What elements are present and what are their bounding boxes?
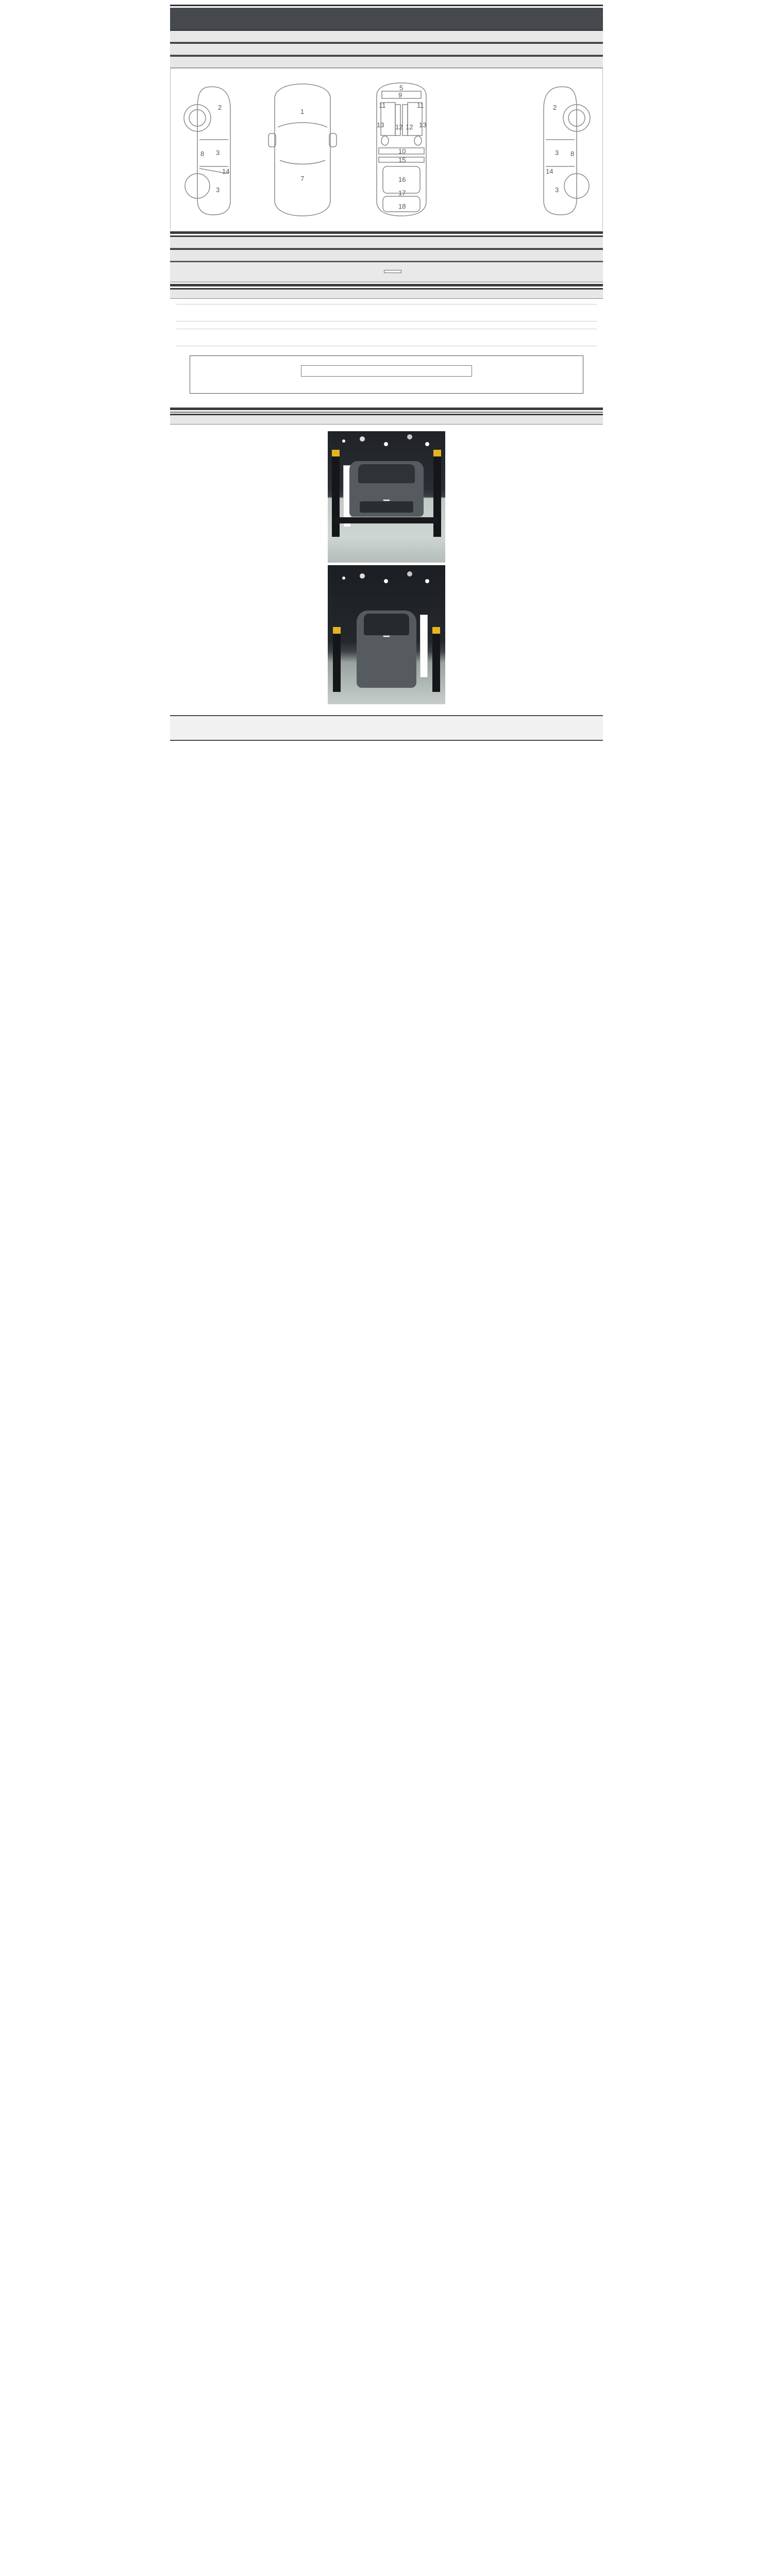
svg-text:3: 3 — [555, 149, 559, 157]
svg-text:17: 17 — [398, 189, 406, 197]
svg-text:8: 8 — [570, 150, 575, 158]
divider-line — [170, 412, 603, 413]
svg-text:8: 8 — [200, 150, 205, 158]
notice-block2-heading — [176, 329, 597, 346]
final-price-amount — [384, 270, 401, 273]
confirmation-statement — [170, 741, 603, 757]
svg-text:5: 5 — [399, 84, 404, 92]
section-notice-header — [170, 288, 603, 299]
svg-text:10: 10 — [398, 147, 406, 155]
svg-text:16: 16 — [398, 176, 406, 183]
price-survey-box-title — [301, 365, 472, 377]
divider-bar — [170, 408, 603, 410]
front-grille — [360, 501, 413, 513]
svg-text:14: 14 — [546, 167, 553, 175]
section-other-info-header — [170, 248, 603, 261]
svg-text:9: 9 — [398, 91, 402, 99]
svg-text:15: 15 — [398, 156, 406, 164]
svg-text:1: 1 — [300, 108, 305, 115]
section-detail-status-header — [170, 235, 603, 248]
license-plate — [383, 635, 390, 637]
association-banner — [420, 615, 428, 677]
inspection-photos — [170, 425, 603, 709]
ceiling-lights — [342, 439, 345, 443]
svg-text:14: 14 — [222, 167, 230, 175]
svg-text:7: 7 — [300, 175, 305, 182]
svg-text:11: 11 — [379, 101, 386, 109]
car-damage-diagram — [177, 75, 596, 230]
divider-bar — [170, 284, 603, 286]
svg-text:11: 11 — [417, 101, 424, 109]
signature-band — [170, 715, 603, 741]
lift-post-left — [333, 627, 341, 692]
svg-text:2: 2 — [218, 104, 222, 111]
lift-post-left — [332, 450, 340, 537]
price-survey-info-box — [190, 355, 583, 394]
lift-post-cap — [332, 450, 340, 456]
svg-text:13: 13 — [377, 121, 384, 129]
section-photos-header — [170, 414, 603, 425]
inspection-photo-front — [328, 431, 445, 563]
rear-window — [364, 614, 409, 635]
section-overall-status-header — [170, 42, 603, 55]
car-front-view — [349, 461, 424, 517]
notice-block1-heading — [176, 304, 597, 321]
notice-section — [170, 299, 603, 406]
car-rear-view — [357, 611, 416, 688]
document-header — [170, 8, 603, 29]
lift-post-right — [432, 627, 440, 692]
divider-bar — [170, 231, 603, 234]
svg-text:3: 3 — [216, 186, 220, 194]
ceiling-lights — [342, 577, 345, 580]
svg-text:12: 12 — [406, 123, 413, 131]
svg-text:18: 18 — [398, 202, 406, 210]
document-column — [170, 0, 603, 757]
inspection-photo-rear — [328, 565, 445, 704]
final-price-band — [170, 261, 603, 282]
lift-post-cap — [433, 450, 441, 456]
svg-text:12: 12 — [395, 123, 403, 131]
license-plate — [383, 499, 390, 501]
lift-post-right — [433, 450, 441, 537]
svg-text:13: 13 — [419, 121, 427, 129]
section-basic-info-header — [170, 29, 603, 42]
lift-post-cap — [333, 627, 341, 634]
svg-text:2: 2 — [553, 104, 557, 111]
accident-diagram-box — [170, 68, 603, 230]
form-reference-note — [170, 1, 603, 6]
lift-arm — [335, 517, 439, 523]
svg-text:3: 3 — [555, 186, 559, 194]
windshield — [358, 464, 414, 483]
svg-text:3: 3 — [216, 149, 220, 157]
section-accident-history-header — [170, 55, 603, 68]
lift-post-cap — [432, 627, 440, 634]
car-diagram-svg — [177, 78, 597, 222]
